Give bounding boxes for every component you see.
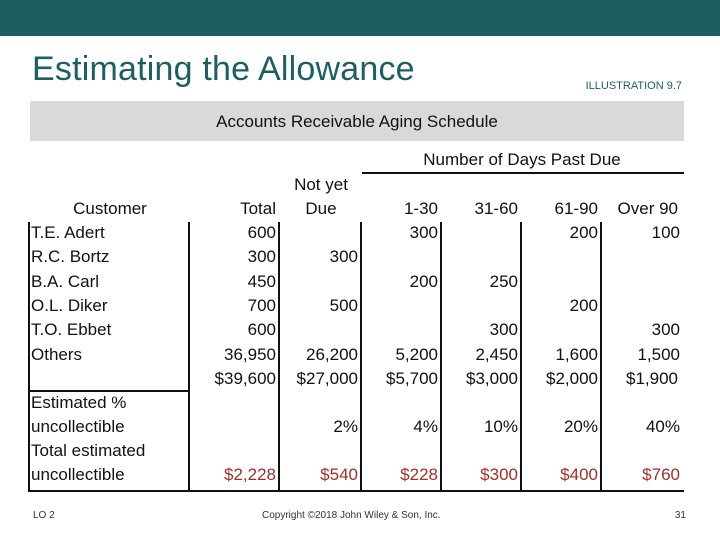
grid-totals-separator [28, 390, 190, 392]
totals-total: $39,600 [214, 369, 276, 388]
page-number: 31 [674, 510, 686, 521]
row-0-1-30: 300 [409, 223, 438, 242]
row-3-61-90: 200 [569, 295, 598, 315]
row-5-61-90: 1,600 [555, 344, 598, 364]
grid-31-60-divider [520, 222, 522, 492]
header-61-90: 61-90 [554, 199, 598, 218]
row-3-not-yet-due: 500 [329, 295, 358, 315]
row-5-31-60: 2,450 [475, 344, 518, 364]
schedule-title-bar [30, 101, 684, 141]
row-2-customer: B.A. Carl [31, 271, 100, 291]
row-4-31-60: 300 [489, 320, 518, 340]
header-not-yet-due-line2: Due [305, 199, 337, 218]
header-over-90: Over 90 [617, 199, 678, 218]
row-4-over-90: 300 [651, 320, 680, 340]
header-customer: Customer [73, 199, 147, 218]
row-2-31-60: 250 [489, 271, 518, 291]
row-0-total: 600 [247, 223, 276, 242]
header-total: Total [240, 199, 276, 218]
grid-61-90-divider [600, 222, 602, 492]
row-1-customer: R.C. Bortz [31, 247, 110, 267]
row-4-customer: T.O. Ebbet [31, 320, 112, 340]
row-5-total: 36,950 [224, 344, 276, 364]
row-5-not-yet-due: 26,200 [306, 344, 358, 364]
top-banner [0, 0, 720, 36]
grid-left-border [28, 222, 30, 492]
header-31-60: 31-60 [474, 199, 518, 218]
days-header-rule [362, 172, 684, 174]
grid-total-divider [278, 222, 280, 492]
row-1-not-yet-due: 300 [329, 247, 358, 267]
total-est-1-30: $228 [400, 465, 438, 484]
estimated-label-line2: uncollectible [31, 417, 125, 436]
row-5-1-30: 5,200 [395, 344, 438, 364]
days-past-due-header: Number of Days Past Due [423, 150, 621, 169]
grid-customer-divider [188, 222, 190, 492]
total-est-61-90: $400 [560, 465, 598, 484]
estimated-1-30: 4% [413, 417, 438, 436]
total-est-total: $2,228 [224, 465, 276, 484]
row-0-61-90: 200 [569, 223, 598, 242]
totals-61-90: $2,000 [546, 369, 598, 388]
totals-not-yet-due: $27,000 [296, 369, 358, 388]
total-est-over-90: $760 [642, 465, 680, 484]
row-0-customer: T.E. Adert [31, 223, 105, 242]
row-3-customer: O.L. Diker [31, 295, 108, 315]
row-2-1-30: 200 [409, 271, 438, 291]
estimated-over-90: 40% [645, 417, 680, 436]
total-est-label-line2: uncollectible [31, 465, 125, 484]
grid-bottom-border [28, 490, 684, 492]
schedule-title: Accounts Receivable Aging Schedule [216, 112, 498, 131]
copyright-text: Copyright ©2018 John Wiley & Son, Inc. [262, 510, 441, 521]
estimated-31-60: 10% [483, 417, 518, 436]
header-1-30: 1-30 [403, 199, 438, 218]
grid-not-yet-due-divider [360, 222, 362, 492]
total-est-label-line1: Total estimated [31, 441, 146, 460]
row-1-total: 300 [247, 247, 276, 267]
row-4-total: 600 [247, 320, 276, 340]
row-5-over-90: 1,500 [637, 344, 680, 364]
slide-title: Estimating the Allowance [32, 50, 415, 88]
grid-1-30-divider [440, 222, 442, 492]
row-3-total: 700 [247, 295, 276, 315]
estimated-label-line1: Estimated % [31, 393, 127, 412]
total-est-not-yet-due: $540 [320, 465, 358, 484]
header-not-yet-due-line1: Not yet [294, 175, 348, 194]
estimated-not-yet-due: 2% [333, 417, 358, 436]
total-est-31-60: $300 [480, 465, 518, 484]
totals-1-30: $5,700 [386, 369, 438, 388]
row-0-over-90: 100 [651, 223, 680, 242]
illustration-label: ILLUSTRATION 9.7 [585, 80, 682, 92]
estimated-61-90: 20% [563, 417, 598, 436]
learning-objective-label: LO 2 [33, 510, 55, 521]
row-2-total: 450 [247, 271, 276, 291]
totals-over-90: $1,900 [626, 369, 678, 388]
totals-31-60: $3,000 [466, 369, 518, 388]
row-5-customer: Others [31, 344, 83, 364]
